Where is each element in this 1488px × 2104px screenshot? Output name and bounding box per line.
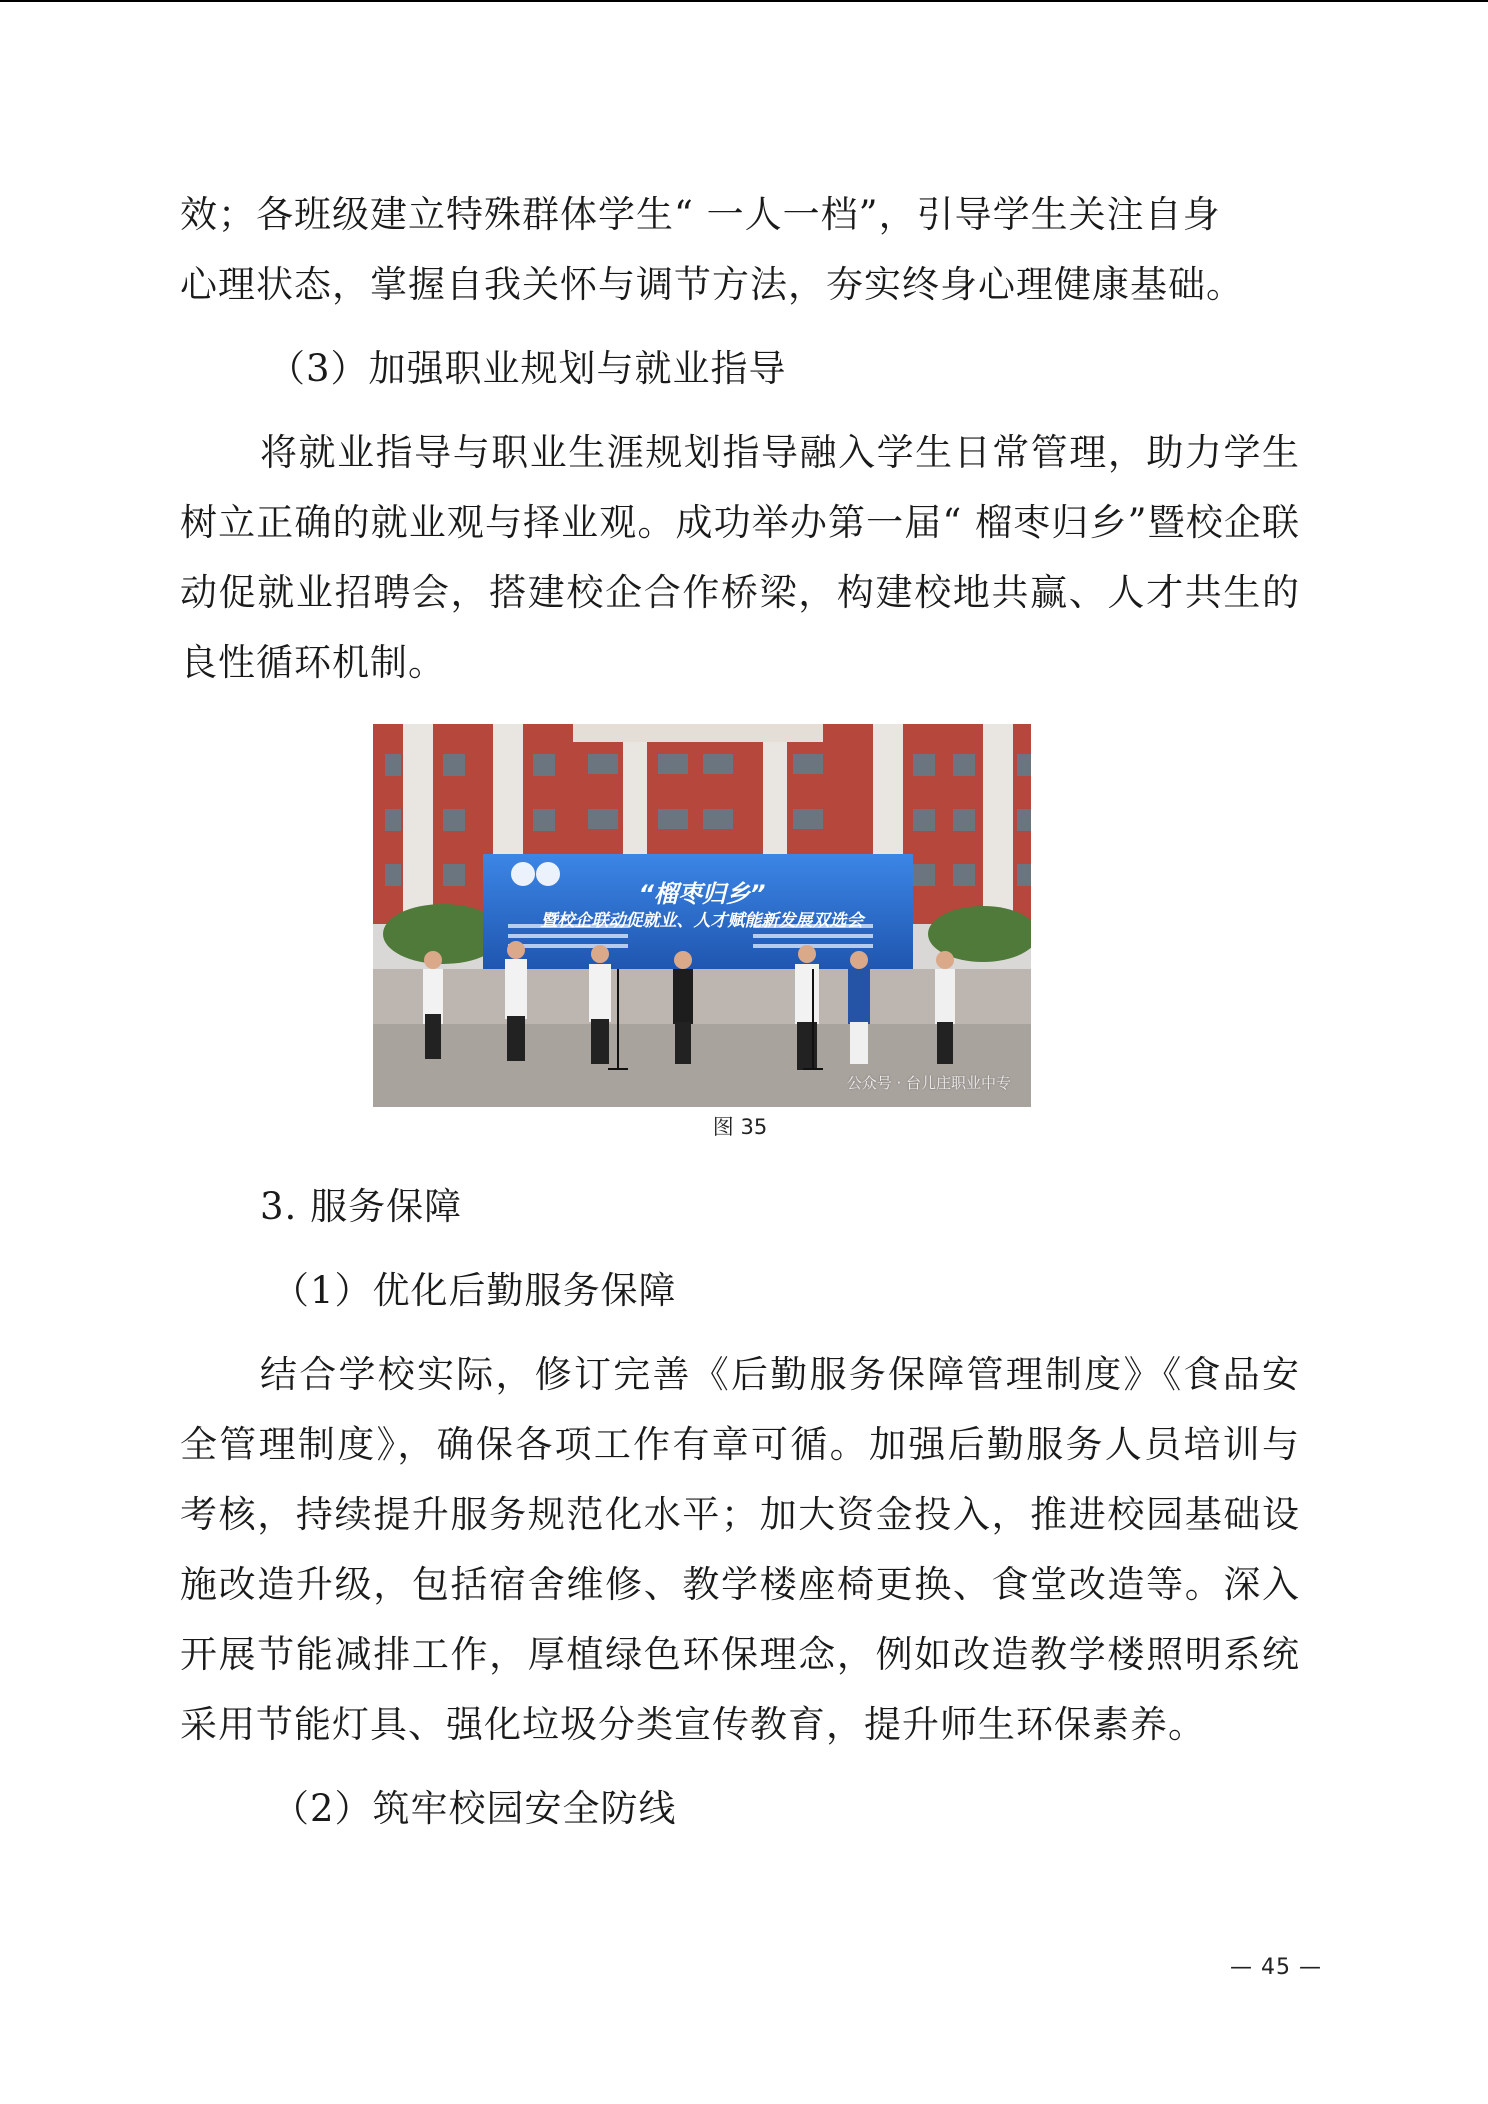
paragraph-line: 心理状态，掌握自我关怀与调节方法，夯实终身心理健康基础。 xyxy=(180,263,1244,306)
paragraph-line: 效；各班级建立特殊群体学生“ 一人一档”，引导学生关注自身 xyxy=(180,193,1221,236)
top-border-rule xyxy=(0,0,1488,2)
subsection-heading-1: （1）优化后勤服务保障 xyxy=(272,1269,677,1312)
banner-title-line2: 暨校企联动促就业、人才赋能新发展双选会 xyxy=(540,911,864,931)
page-number: — 45 — xyxy=(1230,1955,1322,1980)
paragraph-employment-guidance: 将就业指导与职业生涯规划指导融入学生日常管理，助力学生树立正确的就业观与择业观。成功举办第一届“ 榴枣归乡”暨校企联动促就业招聘会，搭建校企合作桥梁，构建校地共赢、人才共生的良性循环机制。 xyxy=(180,431,1300,684)
subsection-heading-2: （2）筑牢校园安全防线 xyxy=(272,1787,677,1830)
wechat-watermark: 公众号 · 台儿庄职业中专 xyxy=(846,1074,1011,1092)
banner-title-line1: “榴枣归乡” xyxy=(638,880,766,908)
figure-35 xyxy=(180,724,1300,1152)
figure-caption: 图 35 xyxy=(712,1115,768,1139)
section-heading-3: 3. 服务保障 xyxy=(260,1185,463,1228)
page-content xyxy=(180,180,1300,1844)
job-fair-photo xyxy=(373,724,1031,1107)
paragraph-logistics-service: 结合学校实际，修订完善《后勤服务保障管理制度》《食品安全管理制度》，确保各项工作有章可循。加强后勤服务人员培训与考核，持续提升服务规范化水平；加大资金投入，推进校园基础设施改造升级，包括宿舍维修、教学楼座椅更换、食堂改造等。深入开展节能减排工作，厚植绿色环保理念，例如改造教学楼照明系统采用节能灯具、强化垃圾分类宣传教育，提升师生环保素养。 xyxy=(180,1353,1300,1746)
subsection-heading-3: （3）加强职业规划与就业指导 xyxy=(268,347,787,390)
